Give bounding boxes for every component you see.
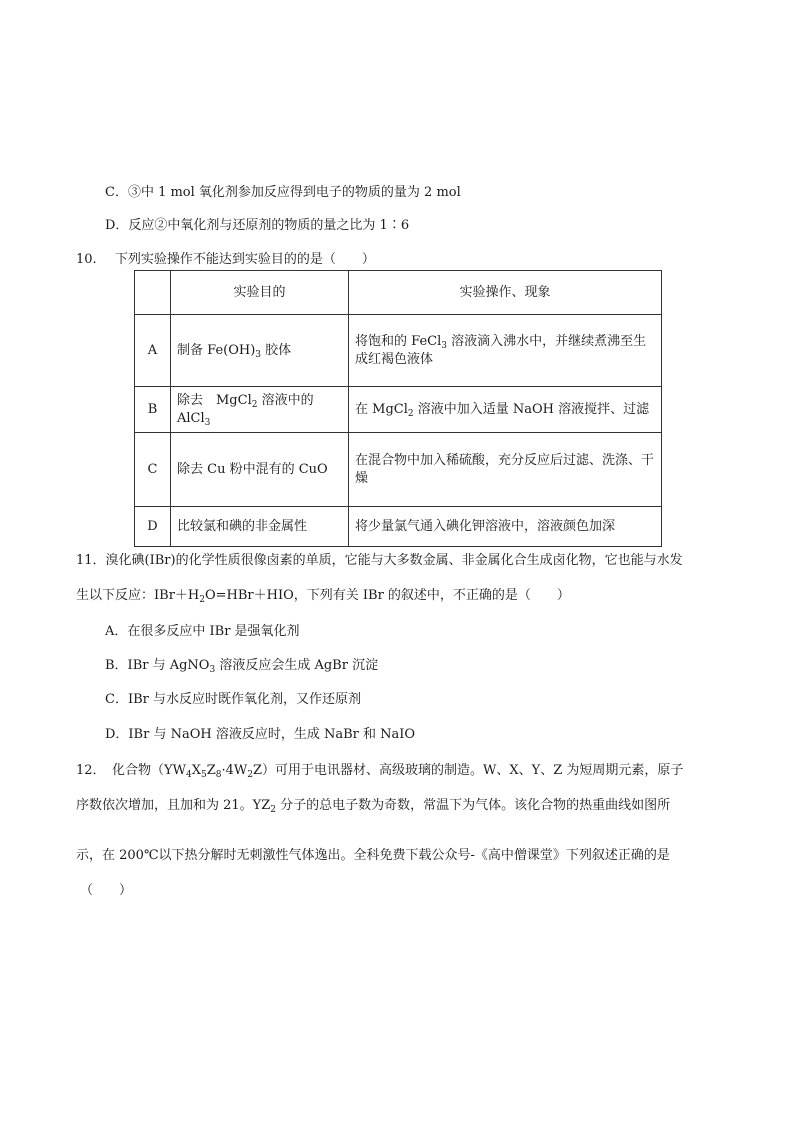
- q12-answer-blank: （ ）: [80, 883, 133, 898]
- row-operation: 在混合物中加入稀硫酸，充分反应后过滤、洗涤、干燥: [349, 433, 662, 507]
- table-header-empty: [135, 271, 171, 315]
- q9-option-d: D．反应②中氧化剂与还原剂的物质的量之比为 1∶6: [105, 218, 410, 233]
- experiment-table: [134, 270, 662, 547]
- row-purpose: 除去 Cu 粉中混有的 CuO: [171, 433, 349, 507]
- table-row: [135, 315, 662, 387]
- table-header-purpose: 实验目的: [171, 271, 349, 315]
- table-header-operation: 实验操作、现象: [349, 271, 662, 315]
- table-row: [135, 387, 662, 433]
- row-operation: 在 MgCl$_2$ 溶液中加入适量 NaOH 溶液搅拌、过滤: [349, 387, 662, 433]
- q10-stem: [76, 251, 375, 269]
- q11-option-b: B．IBr 与 AgNO$_3$ 溶液反应会生成 AgBr 沉淀: [105, 658, 379, 675]
- row-operation: 将饱和的 FeCl$_3$ 溶液滴入沸水中，并继续煮沸至生成红褐色液体: [349, 315, 662, 387]
- q11-stem-line2: 生以下反应：$IBr+H_2O=HBr+HIO$，下列有关 IBr 的叙述中，不正确的是（ ）: [76, 588, 570, 605]
- q9-option-c: C．③中 1 mol 氧化剂参加反应得到电子的物质的量为 2 mol: [105, 185, 461, 200]
- row-operation: 将少量氯气通入碘化钾溶液中，溶液颜色加深: [349, 507, 662, 547]
- row-label: D: [135, 507, 171, 547]
- table-row: [135, 507, 662, 547]
- row-purpose: 比较氯和碘的非金属性: [171, 507, 349, 547]
- row-purpose: 除去 MgCl$_2$ 溶液中的 AlCl$_3$: [171, 387, 349, 433]
- table-row: [135, 433, 662, 507]
- q11-option-a: A．在很多反应中 IBr 是强氧化剂: [105, 624, 300, 639]
- q11-stem-line1: 11．溴化碘(IBr)的化学性质很像卤素的单质，它能与大多数金属、非金属化合生成卤化物，它也能与水发: [76, 553, 683, 568]
- q12-stem-line3: 示，在 200℃以下热分解时无刺激性气体逸出。全科免费下载公众号-《高中僧课堂》下列叙述正确的是: [76, 848, 670, 863]
- q11-option-c: C．IBr 与水反应时既作氧化剂，又作还原剂: [105, 692, 361, 707]
- q11-option-d: D．IBr 与 NaOH 溶液反应时，生成 NaBr 和 NaIO: [105, 727, 416, 742]
- q12-stem-line2: 序数依次增加，且加和为 21。$YZ_2$ 分子的总电子数为奇数，常温下为气体。该化合物的热重曲线如图所: [76, 798, 671, 815]
- row-label: C: [135, 433, 171, 507]
- row-label: A: [135, 315, 171, 387]
- row-label: B: [135, 387, 171, 433]
- q12-stem-line1: 12． 化合物$(YW_4X_5Z_8\cdot 4W_2Z)$可用于电讯器材、高级玻璃的制造。W、X、Y、Z 为短周期元素，原子: [76, 763, 684, 780]
- table-header-row: [135, 271, 662, 315]
- question-number: 10.: [76, 252, 97, 267]
- row-purpose: 制备 $Fe(OH)_3$ 胶体: [171, 315, 349, 387]
- question-text: 下列实验操作不能达到实验目的的是（ ）: [114, 252, 375, 267]
